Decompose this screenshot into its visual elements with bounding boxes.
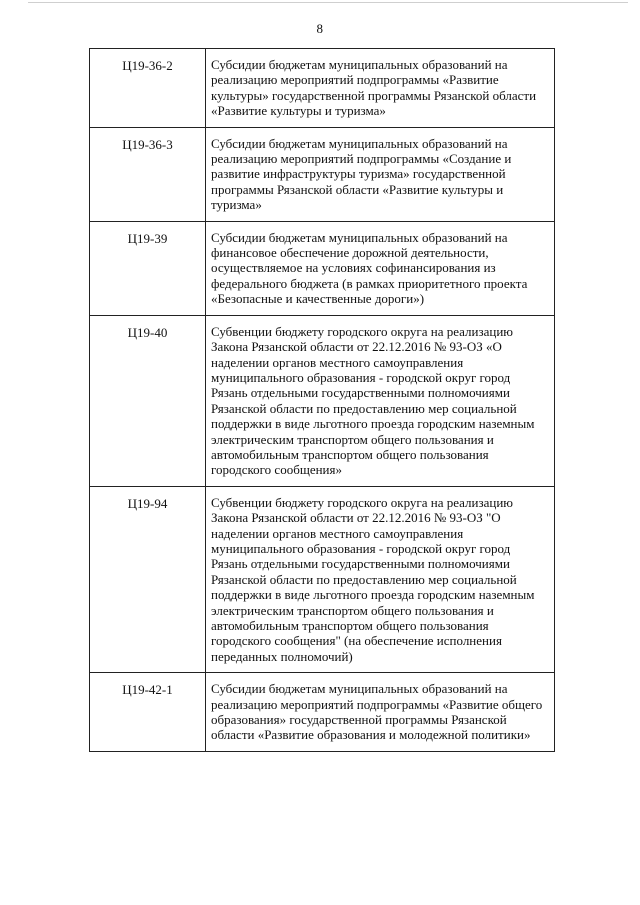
row-description: Субсидии бюджетам муниципальных образований на реализацию мероприятий подпрограммы «Развитие общего образования» государственной программы Рязанской области «Развитие образования и молодежной политики» xyxy=(206,673,555,752)
row-description: Субсидии бюджетам муниципальных образований на реализацию мероприятий подпрограммы «Создание и развитие инфраструктуры туризма» государственной программы Рязанской области «Развитие культуры и туризма» xyxy=(206,127,555,221)
table-row xyxy=(90,315,555,486)
table-row xyxy=(90,49,555,128)
table-row xyxy=(90,127,555,221)
budget-classification-table xyxy=(89,48,555,752)
page-top-rule xyxy=(28,2,628,3)
row-code: Ц19-39 xyxy=(90,221,206,315)
row-code: Ц19-94 xyxy=(90,486,206,672)
row-description: Субсидии бюджетам муниципальных образований на финансовое обеспечение дорожной деятельности, осуществляемое на условиях софинансирования из федерального бюджета (в рамках приоритетного проекта «Безопасные и качественные дороги») xyxy=(206,221,555,315)
row-code: Ц19-42-1 xyxy=(90,673,206,752)
row-code: Ц19-36-2 xyxy=(90,49,206,128)
table-row xyxy=(90,486,555,672)
row-code: Ц19-40 xyxy=(90,315,206,486)
table-row xyxy=(90,221,555,315)
row-description: Субвенции бюджету городского округа на реализацию Закона Рязанской области от 22.12.2016 № 93-ОЗ «О наделении органов местного самоуправления муниципального образования - городской округ город Рязань отдельными государственными полномочиями Рязанской области по предоставлению мер социальной поддержки в виде льготного проезда городским наземным электрическим транспортом общего пользования и автомобильным транспортом общего пользования городского сообщения» xyxy=(206,315,555,486)
row-description: Субсидии бюджетам муниципальных образований на реализацию мероприятий подпрограммы «Развитие культуры» государственной программы Рязанской области «Развитие культуры и туризма» xyxy=(206,49,555,128)
page-number: 8 xyxy=(316,21,324,36)
table-row xyxy=(90,673,555,752)
row-description: Субвенции бюджету городского округа на реализацию Закона Рязанской области от 22.12.2016 № 93-ОЗ "О наделении органов местного самоуправления муниципального образования - городской округ город Рязань отдельными государственными полномочиями Рязанской области по предоставлению мер социальной поддержки в виде льготного проезда городским наземным электрическим транспортом общего пользования и автомобильным транспортом общего пользования городского сообщения" (на обеспечение исполнения переданных полномочий) xyxy=(206,486,555,672)
row-code: Ц19-36-3 xyxy=(90,127,206,221)
